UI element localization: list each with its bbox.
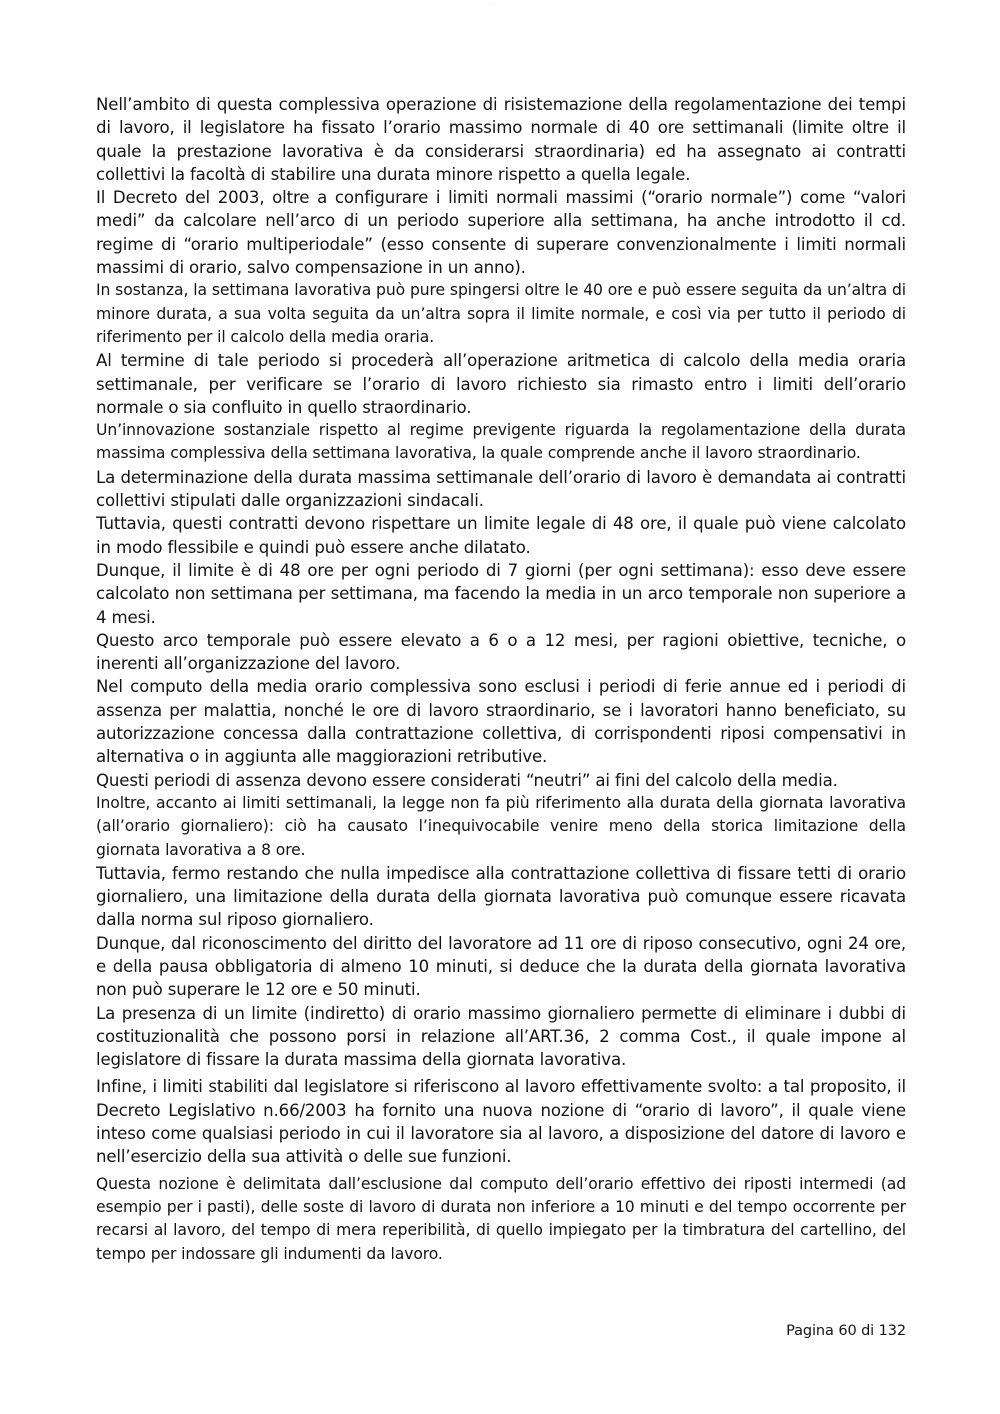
paragraph-11: Questi periodi di assenza devono essere considerati “neutri” ai fini del calcolo della media. — [96, 770, 838, 790]
paragraph-6: La determinazione della durata massima settimanale dell’orario di lavoro è demandata ai contratti collettivi stipulati dalle organizzazioni sindacali. — [96, 467, 906, 511]
paragraph-4: Al termine di tale periodo si procederà all’operazione aritmetica di calcolo della media oraria settimanale, per verificare se l’orario di lavoro richiesto sia rimasto entro i limiti dell’orario normale o sia confluito in quello straordinario. — [96, 351, 906, 417]
paragraph-9: Questo arco temporale può essere elevato a 6 o a 12 mesi, per ragioni obiettive, tecniche, o inerenti all’organizzazione del lavoro. — [96, 630, 906, 674]
paragraph-17: Questa nozione è delimitata dall’esclusione dal computo dell’orario effettivo dei riposti intermedi (ad esempio per i pasti), delle soste di lavoro di durata non inferiore a 10 minuti e del tempo occorrente per recarsi al lavoro, del tempo di mera reperibilità, di quello impiegato per la timbratura del cartellino, del tempo per indossare gli indumenti da lavoro. — [96, 1174, 906, 1263]
paragraph-5: Un’innovazione sostanziale rispetto al regime previgente riguarda la regolamentazione della durata massima complessiva della settimana lavorativa, la quale comprende anche il lavoro straordinario. — [96, 421, 906, 463]
paragraph-3: In sostanza, la settimana lavorativa può pure spingersi oltre le 40 ore e può essere seguita da un’altra di minore durata, a sua volta seguita da un’altra sopra il limite normale, e così via per tutto il periodo di riferimento per il calcolo della media oraria. — [96, 281, 906, 346]
paragraph-14: Dunque, dal riconoscimento del diritto del lavoratore ad 11 ore di riposo consecutivo, ogni 24 ore, e della pausa obbligatoria di almeno 10 minuti, si deduce che la durata della giornata lavorativa non può superare le 12 ore e 50 minuti. — [96, 933, 906, 1000]
paragraph-2: Il Decreto del 2003, oltre a configurare i limiti normali massimi (“orario normale”) come “valori medi” da calcolare nell’arco di un periodo superiore alla settimana, ha anche introdotto il cd. regime di “orario multiperiodale” (esso consente di superare convenzionalmente i limiti normali massimi di orario, salvo compensazione in un anno). — [96, 188, 906, 278]
page-number: Pagina 60 di 132 — [786, 1323, 906, 1339]
paragraph-15: La presenza di un limite (indiretto) di orario massimo giornaliero permette di eliminare i dubbi di costituzionalità che possono porsi in relazione all’ART.36, 2 comma Cost., il quale impone al legislatore di fissare la durata massima della giornata lavorativa. — [96, 1003, 906, 1070]
paragraph-12: Inoltre, accanto ai limiti settimanali, la legge non fa più riferimento alla durata della giornata lavorativa (all’orario giornaliero): ciò ha causato l’inequivocabile venire meno della storica limitazione della giornata lavorativa a 8 ore. — [96, 793, 906, 859]
document-body — [96, 93, 906, 1266]
paragraph-7: Tuttavia, questi contratti devono rispettare un limite legale di 48 ore, il quale può viene calcolato in modo flessibile e quindi può essere anche dilatato. — [96, 514, 906, 557]
paragraph-13: Tuttavia, fermo restando che nulla impedisce alla contrattazione collettiva di fissare tetti di orario giornaliero, una limitazione della durata della giornata lavorativa può comunque essere ricavata dalla norma sul riposo giornaliero. — [96, 863, 906, 930]
paragraph-10: Nel computo della media orario complessiva sono esclusi i periodi di ferie annue ed i periodi di assenza per malattia, nonché le ore di lavoro straordinario, se i lavoratori hanno beneficiato, su autorizzazione concessa dalla contrattazione collettiva, di corrispondenti riposi compensativi in alternativa o in aggiunta alle maggiorazioni retributive. — [96, 677, 906, 767]
paragraph-16: Infine, i limiti stabiliti dal legislatore si riferiscono al lavoro effettivamente svolto: a tal proposito, il Decreto Legislativo n.66/2003 ha fornito una nuova nozione di “orario di lavoro”, il quale viene inteso come qualsiasi periodo in cui il lavoratore sia al lavoro, a disposizione del datore di lavoro e nell’esercizio della sua attività o delle sue funzioni. — [96, 1077, 906, 1167]
paragraph-8: Dunque, il limite è di 48 ore per ogni periodo di 7 giorni (per ogni settimana): esso deve essere calcolato non settimana per settimana, ma facendo la media in un arco temporale non superiore a 4 mesi. — [96, 560, 906, 627]
header-mark: · · · — [490, 2, 497, 7]
paragraph-1: Nell’ambito di questa complessiva operazione di risistemazione della regolamentazione dei tempi di lavoro, il legislatore ha fissato l’orario massimo normale di 40 ore settimanali (limite oltre il quale la prestazione lavorativa è da considerarsi straordinaria) ed ha assegnato ai contratti collettivi la facoltà di stabilire una durata minore rispetto a quella legale. — [96, 95, 906, 184]
